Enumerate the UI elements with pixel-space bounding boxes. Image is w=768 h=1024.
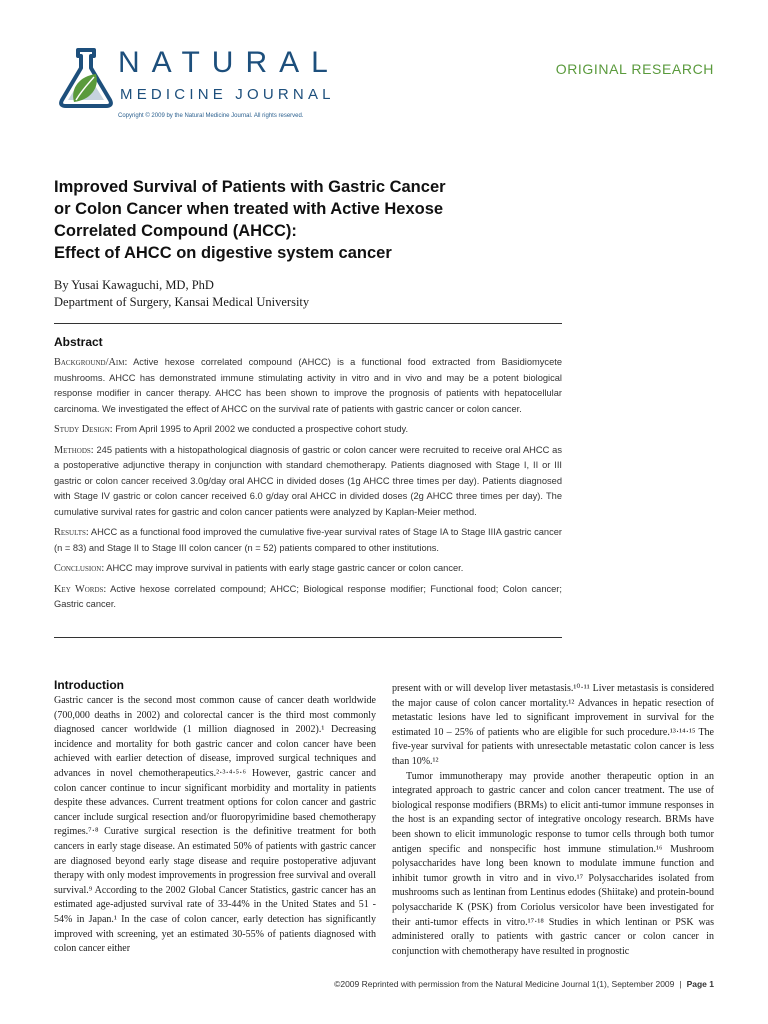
abstract-label: Conclusion: bbox=[54, 563, 105, 574]
abstract-key-words bbox=[54, 582, 562, 613]
title-line: or Colon Cancer when treated with Active Hexose bbox=[54, 200, 444, 218]
abstract bbox=[54, 335, 562, 618]
body-paragraph: present with or will develop liver metastasis.¹⁰·¹¹ Liver metastasis is considered the major cause of colon cancer mortality.¹² Advances in hepatic resection of metastatic lesions have led to significant improvement in survival for the estimated 10 – 25% of patients who are eligible for such procedure.¹³·¹⁴·¹⁵ The five-year survival for patients with unresectable metastatic colon cancer is less than 10%.¹² bbox=[392, 683, 714, 767]
body-column-right bbox=[392, 682, 714, 959]
abstract-study-design bbox=[54, 422, 562, 438]
abstract-text: 245 patients with a histopathological diagnosis of gastric or colon cancer were recruited to receive oral AHCC as a postoperative adjunctive therapy in conjunction with standard chemotherapy. Patients diagnosed with Stage I, II or III gastric or colon cancer received 3.0g/day oral AHCC in divided doses (1g AHCC three times per day). Patients diagnosed with Stage IV gastric or colon cancer received 6.0 g/day oral AHCC in divided doses (2g AHCC three times per day). The cumulative survival rates for gastric and colon cancer patients were analyzed by Kaplan-Meier method. bbox=[54, 444, 562, 517]
article-title bbox=[54, 176, 574, 264]
author: By Yusai Kawaguchi, MD, PhD bbox=[54, 278, 214, 292]
abstract-text: AHCC may improve survival in patients with early stage gastric cancer or colon cancer. bbox=[104, 563, 464, 573]
abstract-label: Methods: bbox=[54, 444, 94, 456]
abstract-conclusion bbox=[54, 561, 562, 577]
abstract-label: Study Design: bbox=[54, 424, 113, 435]
byline bbox=[54, 277, 309, 311]
abstract-text: AHCC as a functional food improved the cumulative five-year survival rates of Stage IA to Stage IIIA gastric cancer (n = 83) and Stage II to Stage III colon cancer (n = 52) patients compared to other institutions. bbox=[54, 527, 562, 553]
title-line: Improved Survival of Patients with Gastric Cancer bbox=[54, 178, 446, 196]
abstract-text: Active hexose correlated compound (AHCC) is a functional food extracted from Basidiomycete mushrooms. AHCC has demonstrated immune stimulating activity in vitro and in vivo and may be a potent biological response modifier in cancer therapy. AHCC has been shown to improve the prognosis of patients with hepatocellular carcinoma. We investigated the effect of AHCC on the survival rate of patients with gastric cancer or colon cancer. bbox=[54, 357, 562, 414]
body-column-left bbox=[54, 677, 376, 957]
abstract-results bbox=[54, 525, 562, 556]
footer-separator: | bbox=[679, 979, 682, 989]
abstract-heading: Abstract bbox=[54, 335, 103, 349]
affiliation: Department of Surgery, Kansai Medical University bbox=[54, 295, 310, 309]
copyright-notice: Copyright © 2009 by the Natural Medicine Journal. All rights reserved. bbox=[118, 113, 304, 119]
title-line: Correlated Compound (AHCC): bbox=[54, 222, 297, 240]
divider bbox=[54, 637, 562, 638]
page-number: Page 1 bbox=[686, 979, 714, 989]
flask-leaf-icon bbox=[56, 44, 116, 110]
page-footer bbox=[334, 979, 714, 989]
brand-subtitle: MEDICINE JOURNAL bbox=[120, 86, 335, 103]
abstract-label: Results: bbox=[54, 527, 89, 538]
footer-citation: ©2009 Reprinted with permission from the Natural Medicine Journal 1(1), September 2009 bbox=[334, 979, 675, 989]
body-paragraph: Tumor immunotherapy may provide another therapeutic option in an integrated approach to gastric cancer and colon cancer treatment. The use of biological response modifiers (BRMs) to elicit anti-tumor immune responses in the host is an expanding sector of integrative oncology research. BRMs have been shown to elicit immunologic response to tumor cells through both tumor antigen specific and nonspecific host immune stimulation.¹⁶ Mushroom polysaccharides have long been known to modulate immune function and inhibit tumor growth in vitro and in vivo.¹⁷ Polysaccharides isolated from mushrooms such as lentinan from Lentinus edodes (Shiitake) and protein-bound polysaccharide K (PSK) from Coriolus versicolor have been investigated for their anti-tumor effects in vitro.¹⁷·¹⁸ Studies in which lentinan or PSK was administered orally to patients with gastric cancer or colon cancer in conjunction with chemotherapy have resulted in prognostic bbox=[392, 770, 714, 957]
abstract-label: Background/Aim: bbox=[54, 357, 128, 368]
abstract-text: Active hexose correlated compound; AHCC; Biological response modifier; Functional food; Colon cancer; Gastric cancer. bbox=[54, 583, 562, 609]
introduction-heading: Introduction bbox=[54, 678, 124, 692]
body-paragraph: Gastric cancer is the second most common cause of cancer death worldwide (700,000 deaths in 2002) and colorectal cancer is the third most commonly diagnosed cancer worldwide (1 million diagnosed in 2002).¹ Decreasing incidence and mortality for both gastric cancer and colon cancer have been achieved with earlier detection of disease, improved surgical techniques and advances in novel chemotherapeutics.²·³·⁴·⁵·⁶ However, gastric cancer and colon cancer continue to incur significant morbidity and mortality in patients despite these advances. Current treatment options for colon cancer and gastric cancer include surgical resection and/or fluoropyrimidine based chemotherapy regimes.⁷·⁸ Curative surgical resection is the definitive treatment for both cancers in early stage disease. An estimated 50% of patients with gastric cancer are diagnosed beyond early stage disease and require postoperative adjuvant therapy with only modest improvements in progression free survival and overall survival.⁹ According to the 2002 Global Cancer Statistics, gastric cancer has an estimated age-adjusted survival rate of 33-44% in the United States and 51 - 54% in Japan.¹ In the case of colon cancer, early detection has significantly improved with screening, yet an estimated 30-55% of patients diagnosed with colon cancer either bbox=[54, 695, 376, 955]
section-label: ORIGINAL RESEARCH bbox=[555, 61, 714, 77]
abstract-methods bbox=[54, 443, 562, 521]
abstract-label: Key Words: bbox=[54, 583, 107, 595]
divider bbox=[54, 323, 562, 324]
brand-name: NATURAL bbox=[118, 46, 340, 79]
abstract-background bbox=[54, 355, 562, 417]
title-line: Effect of AHCC on digestive system cancer bbox=[54, 244, 392, 262]
abstract-text: From April 1995 to April 2002 we conducted a prospective cohort study. bbox=[112, 424, 409, 434]
